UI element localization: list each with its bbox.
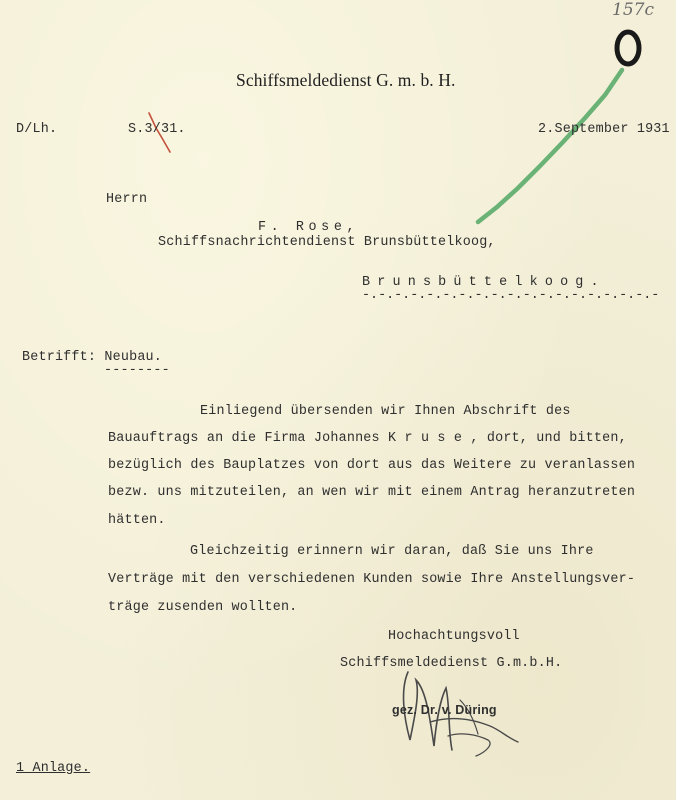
file-number: 3/31. [144, 122, 186, 137]
body-line: hätten. [108, 513, 166, 528]
recipient-city-underline: -.-.-.-.-.-.-.-.-.-.-.-.-.-.-.-.-.-.- [362, 288, 660, 303]
recipient-name: F. Rose, [258, 220, 360, 235]
closing-company: Schiffsmeldedienst G.m.b.H. [340, 656, 563, 671]
subject-label: Betrifft: [22, 350, 97, 365]
body-line: Gleichzeitig erinnern wir daran, daß Sie uns Ihre [190, 544, 594, 559]
letter-date: 2.September 1931 [538, 122, 670, 137]
body-line: Verträge mit den verschiedenen Kunden sowie Ihre Anstellungsver- [108, 572, 636, 587]
file-prefix: S. [128, 122, 145, 137]
body-line: träge zusenden wollten. [108, 600, 298, 615]
body-line: bezw. uns mitzuteilen, an wen wir mit einem Antrag heranzutreten [108, 485, 636, 500]
body-line: Einliegend übersenden wir Ihnen Abschrift des [200, 404, 571, 419]
subject-underline: -------- [104, 363, 170, 378]
file-reference [128, 122, 186, 137]
recipient-salutation: Herrn [106, 192, 148, 207]
recipient-city: Brunsbüttelkoog. [362, 275, 606, 290]
closing-signed-name: gez. Dr. v. Düring [392, 703, 497, 717]
body-line: bezüglich des Bauplatzes von dort aus das Weitere zu veranlassen [108, 458, 636, 473]
reference-initials: D/Lh. [16, 122, 58, 137]
body-line: Bauauftrags an die Firma Johannes K r u s e , dort, und bitten, [108, 431, 627, 446]
closing-greeting: Hochachtungsvoll [388, 629, 520, 644]
recipient-organization: Schiffsnachrichtendienst Brunsbüttelkoog, [158, 235, 496, 250]
letterhead-company: Schiffsmeldedienst G. m. b. H. [236, 70, 456, 90]
enclosure-note: 1 Anlage. [16, 761, 91, 776]
subject-value: Neubau. [104, 350, 163, 365]
archive-mark: 157c [612, 0, 654, 20]
